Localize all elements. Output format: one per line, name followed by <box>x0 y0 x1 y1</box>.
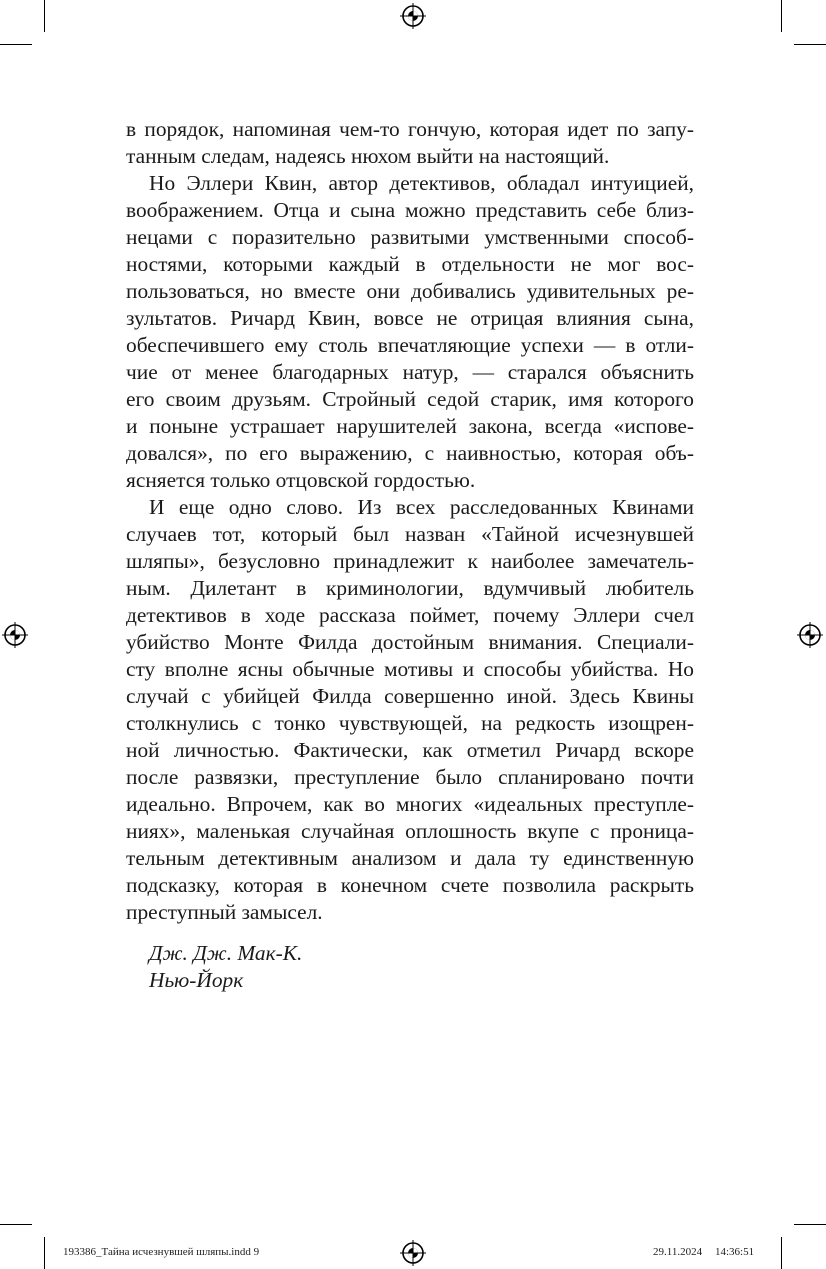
crop-mark-bottom-right-h <box>794 1224 826 1225</box>
text-line: преступный замысел. <box>126 900 323 924</box>
text-line: ной личностью. Фактически, как отметил Ричард вскоре <box>126 738 694 762</box>
text-line: идеально. Впрочем, как во многих «идеальных преступле- <box>126 792 694 816</box>
text-line: ниях», маленькая случайная оплошность вкупе с проница- <box>126 819 694 843</box>
text-line: его своим друзьям. Стройный седой старик, имя которого <box>126 387 694 411</box>
text-line: танным следам, надеясь нюхом выйти на настоящий. <box>126 144 610 168</box>
crop-mark-bottom-left <box>44 1237 45 1269</box>
crop-mark-top-left <box>44 0 45 32</box>
text-line: нецами с поразительно развитыми умственными способ- <box>126 225 694 249</box>
registration-mark-icon <box>400 3 426 29</box>
text-line: пользоваться, но вместе они добивались удивительных ре- <box>126 279 694 303</box>
crop-mark-top-right <box>781 0 782 32</box>
text-line: сту вполне ясны обычные мотивы и способы убийства. Но <box>126 657 694 681</box>
text-line: И еще одно слово. Из всех расследованных Квинами <box>149 495 694 519</box>
slug-file-name: 193386_Тайна исчезнувшей шляпы.indd 9 <box>63 1246 260 1258</box>
text-line: чие от менее благодарных натур, — старался объяснить <box>126 360 694 384</box>
text-line: случай с убийцей Филда совершенно иной. Здесь Квины <box>126 684 694 708</box>
text-line: в порядок, напоминая чем-то гончую, которая идет по запу- <box>126 117 694 141</box>
paragraph <box>126 494 694 926</box>
paragraph <box>126 170 694 494</box>
text-line: ясняется только отцовской гордостью. <box>126 468 476 492</box>
text-line: шляпы», безусловно принадлежит к наиболее замечатель- <box>126 549 694 573</box>
text-line: случаев тот, который был назван «Тайной исчезнувшей <box>126 522 694 546</box>
signature-author: Дж. Дж. Мак-К. <box>149 941 303 965</box>
slug-time: 14:36:51 <box>715 1246 755 1258</box>
body-text <box>126 116 694 926</box>
crop-mark-bottom-left-h <box>0 1224 32 1225</box>
text-line: довался», по его выражению, с наивностью, которая объ- <box>126 441 694 465</box>
text-line: ностями, которыми каждый в отдельности не мог вос- <box>126 252 694 276</box>
text-line: обеспечившего ему столь впечатляющие успехи — в отли- <box>126 333 694 357</box>
crop-mark-top-left-h <box>0 44 32 45</box>
slug-date: 29.11.2024 <box>653 1246 703 1258</box>
text-line: и поныне устрашает нарушителей закона, всегда «испове- <box>126 414 694 438</box>
registration-mark-icon <box>400 1240 426 1266</box>
text-line: столкнулись с тонко чувствующей, на редкость изощрен- <box>126 711 694 735</box>
text-line: убийство Монте Филда достойным внимания. Специали- <box>126 630 694 654</box>
text-line: воображением. Отца и сына можно представить себе близ- <box>126 198 694 222</box>
crop-mark-bottom-right <box>781 1237 782 1269</box>
text-line: подсказку, которая в конечном счете позволила раскрыть <box>126 873 694 897</box>
text-line: зультатов. Ричард Квин, вовсе не отрицая влияния сына, <box>126 306 694 330</box>
text-line: детективов в ходе рассказа поймет, почему Эллери счел <box>126 603 694 627</box>
registration-mark-icon <box>797 622 823 648</box>
registration-mark-icon <box>2 622 28 648</box>
text-line: Но Эллери Квин, автор детективов, обладал интуицией, <box>149 171 694 195</box>
paragraph <box>126 116 694 170</box>
text-line: тельным детективным анализом и дала ту единственную <box>126 846 694 870</box>
crop-mark-top-right-h <box>794 44 826 45</box>
text-line: после развязки, преступление было спланировано почти <box>126 765 694 789</box>
text-line: ным. Дилетант в криминологии, вдумчивый любитель <box>126 576 694 600</box>
signature-place: Нью-Йорк <box>149 968 244 992</box>
